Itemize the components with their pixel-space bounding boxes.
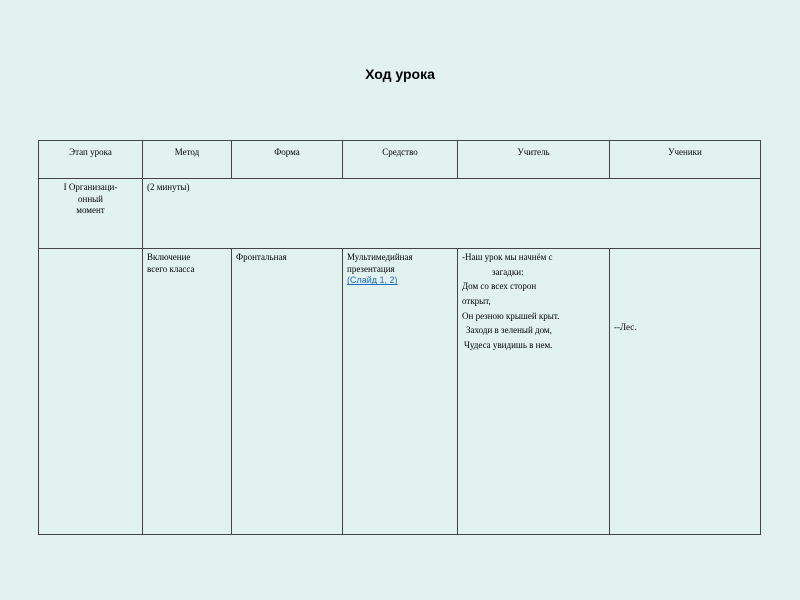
teacher-line: -Наш урок мы начнём с [462,252,553,262]
cell-stage [39,179,143,249]
header-form: Форма [232,141,343,179]
teacher-line: Чудеса увидишь в нем. [464,340,553,351]
teacher-line: загадки: [492,266,524,277]
stage-line: момент [76,205,105,216]
cell-duration: (2 минуты) [143,179,761,249]
page-title: Ход урока [365,66,435,82]
teacher-line: открыт, [462,296,491,307]
cell-pupils [610,249,761,535]
means-line: презентация [347,263,395,274]
cell-method [143,249,232,535]
header-stage: Этап урока [39,141,143,179]
pupil-answer: --Лес. [614,322,637,332]
table-row [39,179,761,249]
cell-teacher [458,249,610,535]
header-means: Средство [343,141,458,179]
method-line: всего класса [147,263,195,274]
lesson-plan-table [38,140,761,535]
teacher-line: Заходи в зеленый дом, [466,325,552,336]
header-pupils: Ученики [610,141,761,179]
cell-means [343,249,458,535]
stage-line: I Организаци- [63,182,118,192]
cell-form: Фронтальная [232,249,343,535]
header-teacher: Учитель [458,141,610,179]
header-method: Метод [143,141,232,179]
table-header-row [39,141,761,179]
stage-line: онный [78,193,103,204]
method-line: Включение [147,252,191,262]
teacher-line: Дом со всех сторон [462,281,537,292]
cell-stage-empty [39,249,143,535]
table-row [39,249,761,535]
means-line: Мультимедийная [347,252,413,262]
slide-link[interactable]: (Слайд 1, 2) [347,275,398,286]
teacher-line: Он резною крышей крыт. [462,310,560,321]
